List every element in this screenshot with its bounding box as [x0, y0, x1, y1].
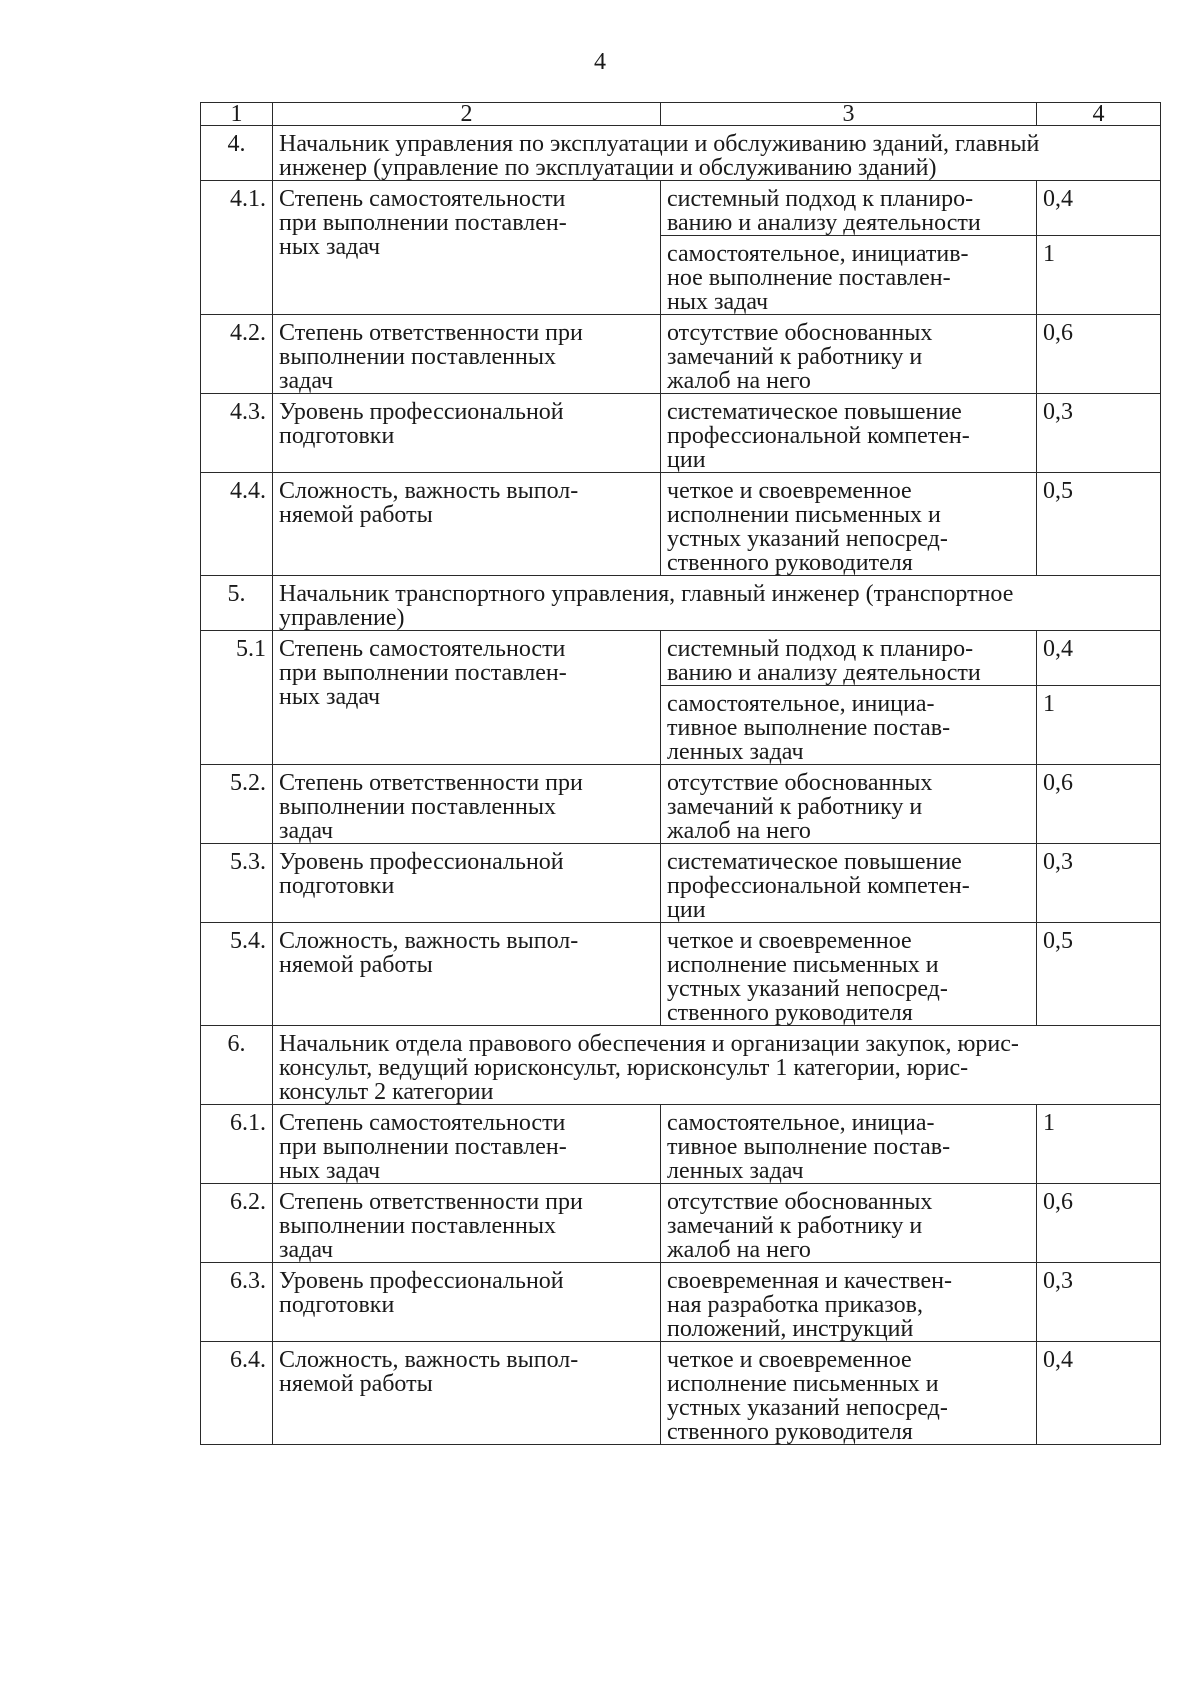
column-number-cell: 1 [201, 103, 273, 126]
indicator-value: 1 [1037, 236, 1161, 315]
criterion-number: 5.3. [201, 844, 273, 923]
criterion-number: 6.1. [201, 1105, 273, 1184]
section-row [201, 126, 1161, 181]
indicator-value: 0,6 [1037, 315, 1161, 394]
indicator-value: 0,4 [1037, 631, 1161, 686]
section-row [201, 576, 1161, 631]
indicator-text: отсутствие обоснованных замечаний к работнику и жалоб на него [661, 765, 1037, 844]
criterion-row [201, 181, 1161, 236]
criterion-number: 5.1 [201, 631, 273, 765]
indicator-text: системный подход к планиро- ванию и анализу деятельности [661, 181, 1037, 236]
criterion-name: Степень самостоятельности при выполнении поставлен- ных задач [273, 631, 661, 765]
criteria-table [200, 102, 1161, 1445]
indicator-value: 0,5 [1037, 923, 1161, 1026]
criterion-number: 5.4. [201, 923, 273, 1026]
criterion-row [201, 631, 1161, 686]
section-title: Начальник транспортного управления, главный инженер (транспортное управление) [273, 576, 1161, 631]
indicator-text: систематическое повышение профессиональной компетен- ции [661, 844, 1037, 923]
section-number: 4. [201, 126, 273, 181]
section-title: Начальник управления по эксплуатации и обслуживанию зданий, главный инженер (управление по эксплуатации и обслуживанию зданий) [273, 126, 1161, 181]
criterion-name: Степень ответственности при выполнении поставленных задач [273, 1184, 661, 1263]
criterion-number: 6.2. [201, 1184, 273, 1263]
indicator-text: самостоятельное, инициа- тивное выполнение постав- ленных задач [661, 686, 1037, 765]
criterion-row [201, 1184, 1161, 1263]
criterion-row [201, 844, 1161, 923]
criterion-name: Степень ответственности при выполнении поставленных задач [273, 765, 661, 844]
criterion-row [201, 765, 1161, 844]
indicator-value: 0,4 [1037, 181, 1161, 236]
column-number-row [201, 103, 1161, 126]
indicator-text: своевременная и качествен- ная разработка приказов, положений, инструкций [661, 1263, 1037, 1342]
indicator-value: 1 [1037, 1105, 1161, 1184]
criterion-name: Сложность, важность выпол- няемой работы [273, 1342, 661, 1445]
section-row [201, 1026, 1161, 1105]
criterion-name: Степень ответственности при выполнении поставленных задач [273, 315, 661, 394]
criterion-number: 4.4. [201, 473, 273, 576]
indicator-value: 1 [1037, 686, 1161, 765]
criterion-number: 4.1. [201, 181, 273, 315]
indicator-value: 0,3 [1037, 1263, 1161, 1342]
indicator-value: 0,6 [1037, 1184, 1161, 1263]
criterion-row [201, 1105, 1161, 1184]
column-number-cell: 2 [273, 103, 661, 126]
indicator-text: отсутствие обоснованных замечаний к работнику и жалоб на него [661, 315, 1037, 394]
criterion-row [201, 923, 1161, 1026]
criterion-name: Сложность, важность выпол- няемой работы [273, 923, 661, 1026]
indicator-value: 0,4 [1037, 1342, 1161, 1445]
section-number: 6. [201, 1026, 273, 1105]
indicator-value: 0,3 [1037, 844, 1161, 923]
indicator-text: самостоятельное, инициа- тивное выполнение постав- ленных задач [661, 1105, 1037, 1184]
criterion-number: 4.2. [201, 315, 273, 394]
indicator-text: четкое и своевременное исполнение письменных и устных указаний непосред- ственного руководителя [661, 1342, 1037, 1445]
indicator-text: системный подход к планиро- ванию и анализу деятельности [661, 631, 1037, 686]
criterion-name: Уровень профессиональной подготовки [273, 844, 661, 923]
column-number-cell: 3 [661, 103, 1037, 126]
criterion-number: 4.3. [201, 394, 273, 473]
indicator-text: четкое и своевременное исполнении письменных и устных указаний непосред- ственного руководителя [661, 473, 1037, 576]
indicator-text: самостоятельное, инициатив- ное выполнение поставлен- ных задач [661, 236, 1037, 315]
criterion-number: 5.2. [201, 765, 273, 844]
section-number: 5. [201, 576, 273, 631]
indicator-text: систематическое повышение профессиональной компетен- ции [661, 394, 1037, 473]
criterion-row [201, 1342, 1161, 1445]
section-title: Начальник отдела правового обеспечения и организации закупок, юрис- консульт, ведущий юрисконсульт, юрисконсульт 1 категории, юрис- консульт 2 категории [273, 1026, 1161, 1105]
criterion-row [201, 394, 1161, 473]
column-number-cell: 4 [1037, 103, 1161, 126]
criterion-row [201, 1263, 1161, 1342]
criterion-name: Уровень профессиональной подготовки [273, 1263, 661, 1342]
criterion-name: Уровень профессиональной подготовки [273, 394, 661, 473]
criterion-row [201, 473, 1161, 576]
criterion-row [201, 315, 1161, 394]
criterion-name: Степень самостоятельности при выполнении поставлен- ных задач [273, 181, 661, 315]
indicator-value: 0,6 [1037, 765, 1161, 844]
indicator-value: 0,5 [1037, 473, 1161, 576]
indicator-value: 0,3 [1037, 394, 1161, 473]
criterion-name: Сложность, важность выпол- няемой работы [273, 473, 661, 576]
criterion-name: Степень самостоятельности при выполнении поставлен- ных задач [273, 1105, 661, 1184]
criterion-number: 6.4. [201, 1342, 273, 1445]
page-number: 4 [594, 49, 606, 75]
indicator-text: четкое и своевременное исполнение письменных и устных указаний непосред- ственного руководителя [661, 923, 1037, 1026]
indicator-text: отсутствие обоснованных замечаний к работнику и жалоб на него [661, 1184, 1037, 1263]
criterion-number: 6.3. [201, 1263, 273, 1342]
